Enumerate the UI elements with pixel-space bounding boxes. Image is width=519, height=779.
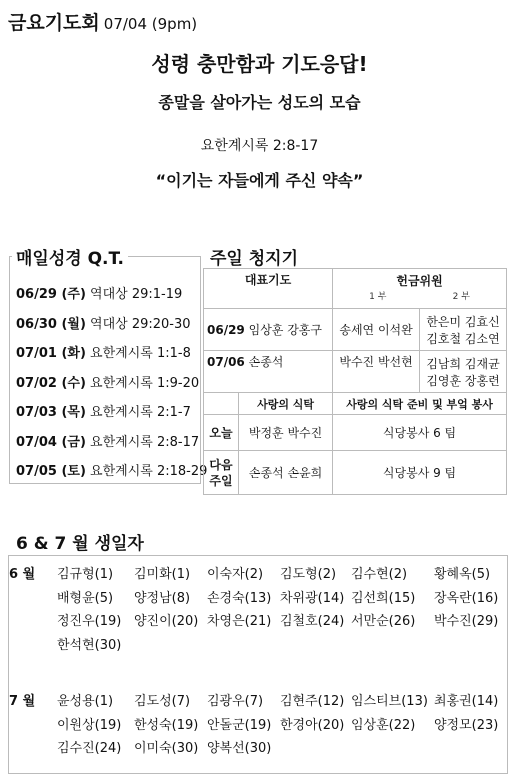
offering-2-0706 — [420, 351, 507, 393]
service-date: 07/04 (9pm) — [103, 15, 198, 33]
page-title — [8, 8, 197, 35]
qt-passage: 요한계시록 1:9-20 — [85, 375, 200, 391]
prayer-names: 임상훈 강홍구 — [248, 323, 322, 337]
header-prayer: 대표기도 — [204, 269, 333, 309]
meal-next-label-2: 주일 — [209, 473, 233, 488]
birthday-entry: 차위광(14) — [280, 590, 345, 606]
duty-table — [203, 268, 507, 495]
birthday-entry: 김철호(24) — [280, 614, 345, 629]
sermon-subtitle: 종말을 살아가는 성도의 모습 — [158, 93, 361, 112]
birthday-entry: 양복선(30) — [207, 741, 272, 756]
qt-passage: 역대상 29:20-30 — [85, 316, 191, 332]
duty-title: 주일 청지기 — [206, 244, 302, 269]
qt-passage: 요한계시록 2:1-7 — [85, 405, 191, 420]
header-service-1: 1 부 — [369, 292, 387, 302]
header-offering — [333, 269, 507, 309]
june-label: 6 월 — [9, 567, 36, 582]
birthday-entry: 임상훈(22) — [351, 717, 416, 733]
header-offering-label: 헌금위원 — [396, 274, 443, 288]
qt-row — [16, 283, 182, 302]
qt-row — [16, 401, 191, 420]
birthday-entry: 이미숙(30) — [134, 741, 199, 756]
birthday-entry: 김도형(2) — [280, 567, 337, 582]
july-label: 7 월 — [9, 694, 36, 709]
qt-date: 07/03 (목) — [16, 405, 86, 420]
prayer-date: 07/06 — [207, 355, 245, 369]
service-title: 금요기도회 — [8, 12, 100, 34]
prayer-date: 06/29 — [207, 323, 245, 337]
birthday-entry: 김수진(24) — [57, 741, 122, 756]
birthday-entry: 서만순(26) — [351, 614, 416, 629]
prayer-0629 — [204, 309, 333, 351]
meal-corner — [204, 393, 239, 415]
birthday-entry: 박수진(29) — [434, 614, 499, 629]
sermon-title: 성령 충만함과 기도응답! — [151, 52, 368, 76]
qt-row — [16, 342, 191, 361]
offering-2-line2: 김호철 김소연 — [426, 331, 500, 346]
birthday-entry: 김현주(12) — [280, 694, 345, 709]
sermon-quote: “이기는 자들에게 주신 약속” — [155, 171, 364, 190]
offering-2-line1: 한은미 김효신 — [426, 314, 500, 329]
header-meal: 사랑의 식탁 — [239, 393, 333, 415]
qt-row — [16, 460, 207, 479]
birthday-entry: 양진이(20) — [134, 614, 199, 629]
meal-today-team: 식당봉사 6 팀 — [333, 415, 507, 451]
birthday-entry: 이원상(19) — [57, 717, 122, 733]
birthday-entry: 김광우(7) — [207, 694, 264, 709]
offering-2-line1: 김남희 김재균 — [426, 356, 500, 371]
birthday-entry: 한경아(20) — [280, 717, 345, 733]
birthday-entry: 차영은(21) — [207, 614, 272, 629]
qt-date: 07/04 (금) — [16, 434, 86, 450]
qt-date: 06/30 (월) — [16, 316, 86, 332]
meal-next-team: 식당봉사 9 팀 — [333, 451, 507, 495]
birthday-entry: 김도성(7) — [134, 694, 191, 709]
birthday-entry: 양정모(23) — [434, 717, 499, 733]
birthday-entry: 한성숙(19) — [134, 717, 199, 733]
header-service-2: 2 부 — [452, 292, 470, 302]
birthday-entry: 김선희(15) — [351, 590, 416, 606]
qt-date: 06/29 (주) — [16, 287, 86, 302]
birthday-entry: 최홍권(14) — [434, 694, 499, 709]
birthday-entry: 김규형(1) — [57, 567, 114, 582]
meal-next-names: 손종석 손윤희 — [239, 451, 333, 495]
qt-title: 매일성경 Q.T. — [12, 244, 128, 269]
offering-2-0629 — [420, 309, 507, 351]
meal-next-label-1: 다음 — [209, 457, 233, 472]
birthday-entry: 황혜옥(5) — [434, 567, 491, 582]
header-meal-service: 사랑의 식탁 준비 및 부엌 봉사 — [333, 393, 507, 415]
qt-row — [16, 313, 191, 332]
qt-date: 07/02 (수) — [16, 375, 86, 391]
birthday-entry: 임스티브(13) — [351, 694, 428, 709]
qt-passage: 요한계시록 1:1-8 — [85, 346, 191, 361]
meal-next-label — [204, 451, 239, 495]
birthday-entry: 손경숙(13) — [207, 590, 272, 606]
offering-1-0629: 송세연 이석완 — [333, 309, 420, 351]
birthday-entry: 윤성용(1) — [57, 694, 114, 709]
meal-today-names: 박정훈 박수진 — [239, 415, 333, 451]
birthday-entry: 양정남(8) — [134, 590, 191, 606]
qt-passage: 요한계시록 2:18-29 — [85, 464, 208, 479]
meal-today-label: 오늘 — [204, 415, 239, 451]
qt-passage: 역대상 29:1-19 — [85, 287, 183, 302]
birthday-title: 6 & 7 월 생일자 — [12, 529, 148, 554]
offering-1-0706: 박수진 박선현 — [333, 351, 420, 393]
qt-row — [16, 431, 199, 450]
qt-passage: 요한계시록 2:8-17 — [85, 434, 200, 450]
offering-2-line2: 김영훈 장홍련 — [426, 373, 500, 388]
birthday-entry: 정진우(19) — [57, 614, 122, 629]
qt-date: 07/01 (화) — [16, 346, 86, 361]
prayer-0706 — [204, 351, 333, 393]
qt-date: 07/05 (토) — [16, 464, 86, 479]
qt-row — [16, 372, 199, 391]
birthday-entry: 김미화(1) — [134, 567, 191, 582]
sermon-reference: 요한계시록 2:8-17 — [200, 138, 319, 154]
prayer-names: 손종석 — [248, 355, 284, 369]
birthday-entry: 안돌군(19) — [207, 717, 272, 733]
birthday-entry: 장옥란(16) — [434, 590, 499, 606]
birthday-entry: 이숙자(2) — [207, 567, 264, 582]
birthday-entry: 배형윤(5) — [57, 590, 114, 606]
birthday-entry: 김수현(2) — [351, 567, 408, 582]
birthday-entry: 한석현(30) — [57, 637, 122, 653]
